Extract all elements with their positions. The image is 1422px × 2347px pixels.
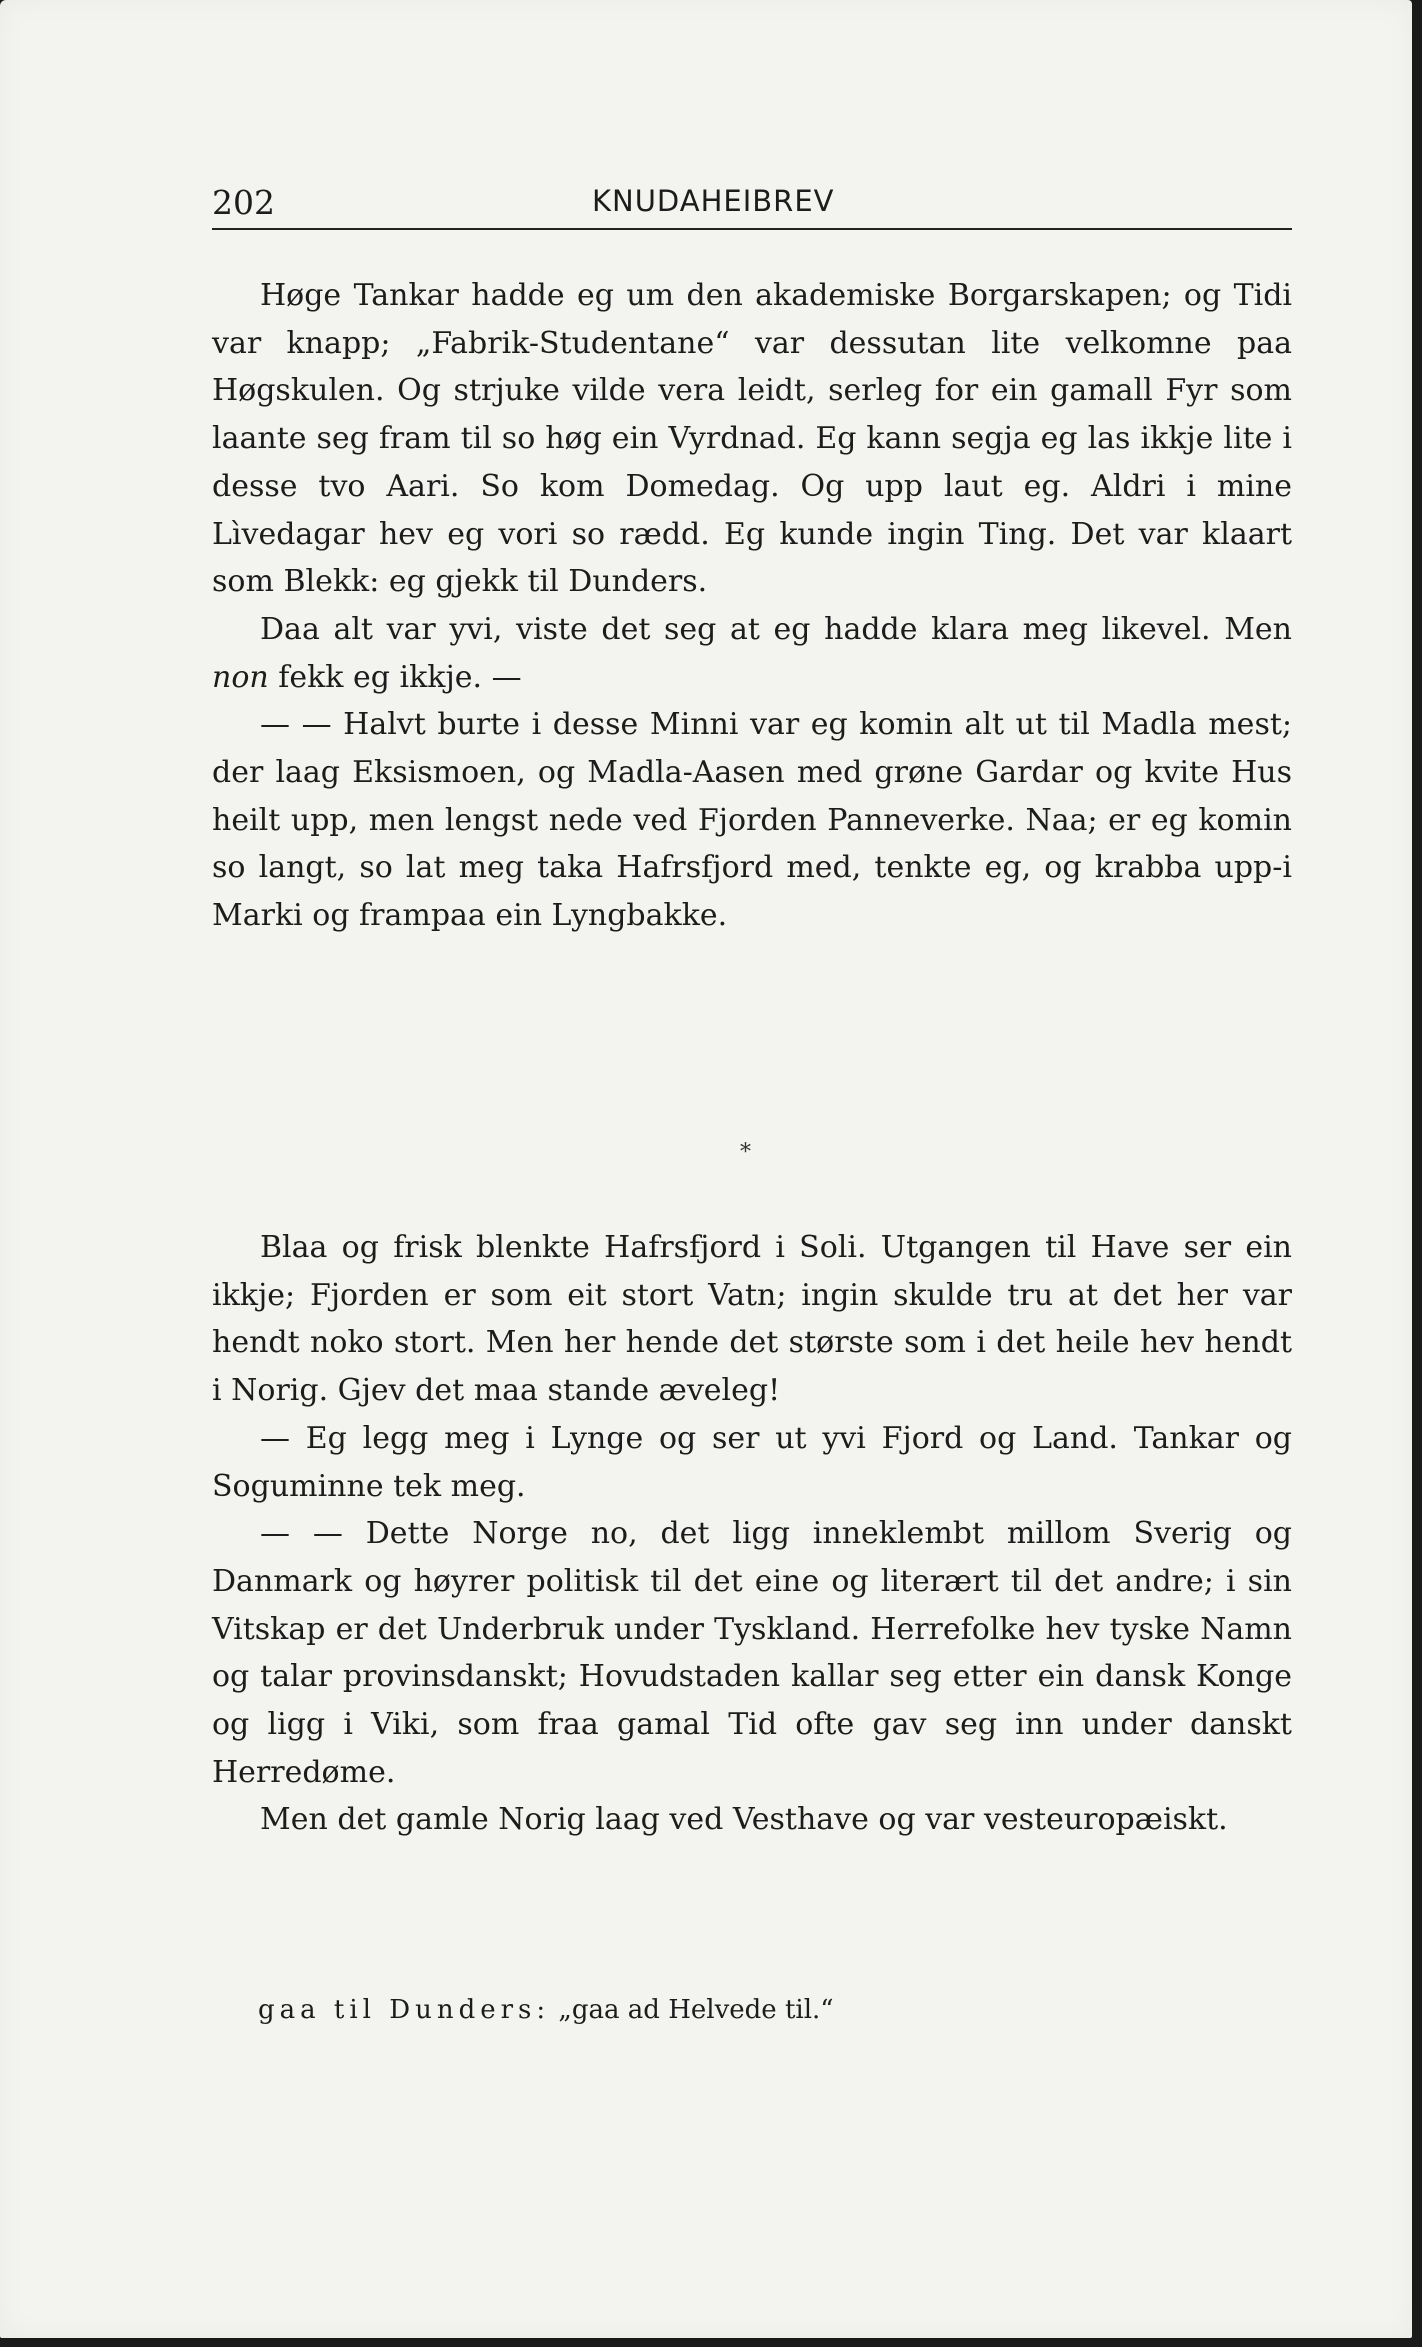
text-block-lower [212, 1224, 1292, 1844]
paragraph: — — Dette Norge no, det ligg inneklembt millom Sverig og Danmark og høyrer politisk til det eine og literært til det andre; i sin Vitskap er det Underbruk under Tyskland. Herrefolke hev tyske Namn og talar provinsdanskt; Hovudstaden kallar seg etter ein dansk Konge og ligg i Viki, som fraa gamal Tid ofte gav seg inn under danskt Herredøme. [212, 1516, 1292, 1790]
paragraph: Blaa og frisk blenkte Hafrsfjord i Soli. Utgangen til Have ser ein ikkje; Fjorden er som eit stort Vatn; ingin skulde tru at det her var hendt noko stort. Men her hende det største som i det heile hev hendt i Norig. Gjev det maa stande æveleg! [212, 1230, 1292, 1409]
footnote-gloss: „gaa ad Helvede til.“ [558, 1995, 834, 2025]
section-break-asterisk: * [740, 1140, 751, 1165]
paragraph: Høge Tankar hadde eg um den akademiske Borgarskapen; og Tidi var knapp; „Fabrik-Studentane“ var dessutan lite velkomne paa Høgskulen. Og strjuke vilde vera leidt, serleg for ein gamall Fyr som laante seg fram til so høg ein Vyrdnad. Eg kann segja eg las ikkje lite i desse tvo Aari. So kom Domedag. Og upp laut eg. Aldri i mine Lìvedagar hev eg vori so rædd. Eg kunde ingin Ting. Det var klaart som Blekk: eg gjekk til Dunders. [212, 278, 1292, 600]
footnote-term: gaa til Dunders: [258, 1995, 551, 2025]
running-title: KNUDAHEIBREV [592, 184, 835, 218]
paragraph: — — Halvt burte i desse Minni var eg komin alt ut til Madla mest; der laag Eksismoen, og Madla-Aasen med grøne Gardar og kvite Hus heilt upp, men lengst nede ved Fjorden Panneverke. Naa; er eg komin so langt, so lat meg taka Hafrsfjord med, tenkte eg, og krabba upp-i Marki og frampaa ein Lyngbakke. [212, 707, 1292, 934]
italic-word: non [212, 659, 269, 695]
page-header [212, 170, 1292, 230]
paragraph-text: Daa alt var yvi, viste det seg at eg hadde klara meg likevel. Men [260, 611, 1292, 647]
text-block-upper [212, 272, 1292, 940]
page-number: 202 [212, 183, 275, 222]
paragraph-text: fekk eg ikkje. — [268, 659, 522, 695]
footnote [258, 1995, 834, 2025]
paragraph: Men det gamle Norig laag ved Vesthave og var vesteuropæiskt. [260, 1802, 1228, 1838]
paragraph [212, 606, 1292, 701]
paragraph: — Eg legg meg i Lynge og ser ut yvi Fjord og Land. Tankar og Soguminne tek meg. [212, 1420, 1292, 1504]
